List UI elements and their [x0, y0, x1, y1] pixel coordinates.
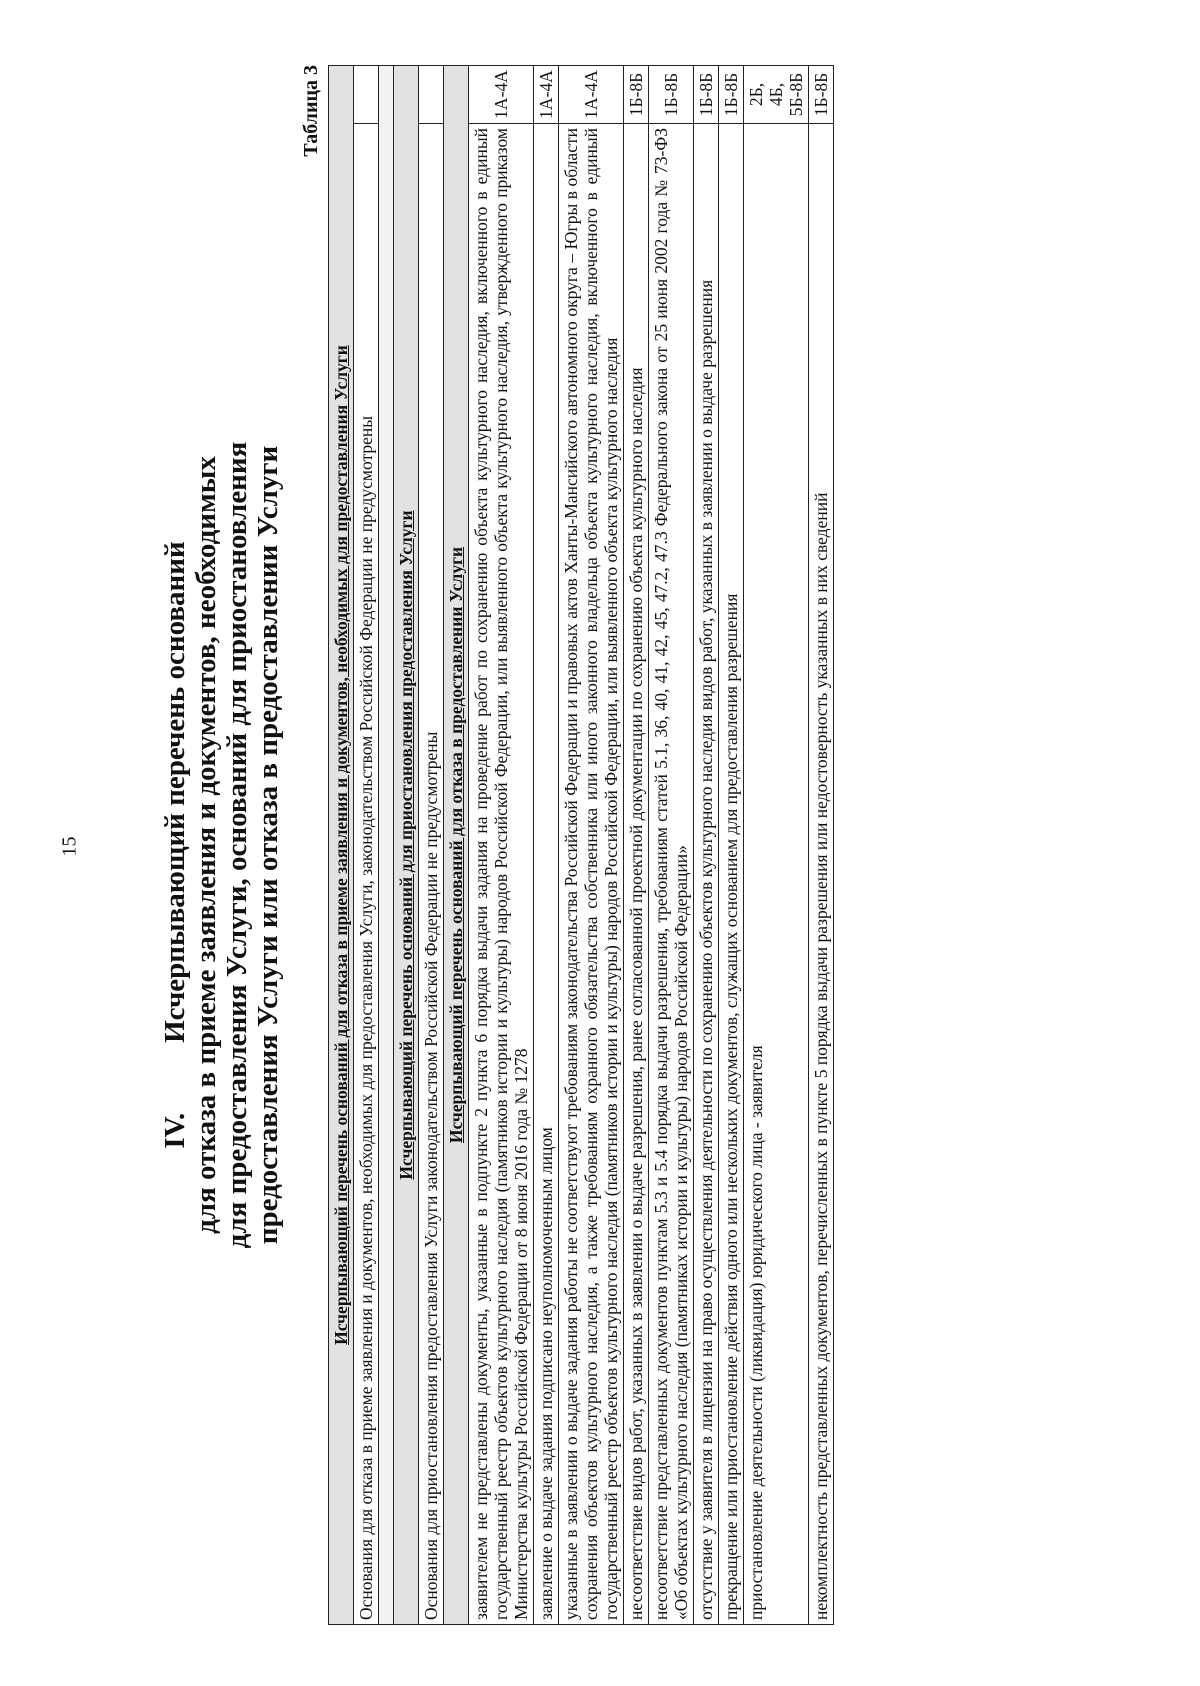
table-row: [624, 66, 649, 1625]
table-cell-text: прекращение или приостановление действия одного или нескольких документов, служащих основанием для предоставления разрешения: [719, 124, 744, 1625]
table-cell-code: 1Б-8Б: [694, 66, 719, 124]
heading-line-1: [160, 65, 191, 1625]
table-section-header: [394, 66, 419, 1625]
table-cell-code: 1А-4А: [534, 66, 559, 124]
table-cell-code: 1Б-8Б: [649, 66, 694, 124]
table-cell-code: [354, 66, 379, 124]
table-cell-text: отсутствие у заявителя в лицензии на право осуществления деятельности по сохранению объектов культурного наследия видов работ, указанных в заявлении о выдаче разрешения: [694, 124, 719, 1625]
table-cell-code: 1А-4А: [469, 66, 534, 124]
table-row: [354, 66, 379, 1625]
reasons-table: [328, 65, 834, 1625]
heading-line-3: для предоставления Услуги, оснований для приостановления: [221, 441, 253, 1249]
table-row: [649, 66, 694, 1625]
table-row: [559, 66, 624, 1625]
table-cell-text: Основания для отказа в приеме заявления и документов, необходимых для предоставления Услуги, законодательством Российской Федерации не предусмотрены: [354, 124, 379, 1625]
table-cell-text: несоответствие представленных документов пунктам 5.3 и 5.4 порядка выдачи разрешения, требованиям статей 5.1, 36, 40, 41, 42, 45, 47.2, 47.3 Федерального закона от 25 июня 2002 года № 73-ФЗ «Об объектах культурного наследия (памятниках истории и культуры) народов Российской Федерации»: [649, 124, 694, 1625]
table-cell-text: указанные в заявлении о выдаче задания работы не соответствуют требованиям законодательства Российской Федерации и правовых актов Ханты-Мансийского автономного округа – Югры в области сохранения объектов культурного наследия, а также требованиям охранного обязательства собственника или иного законного владельца объекта культурного наследия, включенного в единый государственный реестр объектов культурного наследия (памятников истории и культуры) народов Российской Федерации, или выявленного объекта культурного наследия: [559, 124, 624, 1625]
table-section-header: [444, 66, 469, 1625]
section-header-cell: Исчерпывающий перечень оснований для отказа в предоставлении Услуги: [444, 66, 469, 1625]
table-spacer-cell: [379, 66, 394, 1625]
table-row: [694, 66, 719, 1625]
table-cell-code: 2Б, 4Б, 5Б-8Б: [744, 66, 809, 124]
heading-line-1-text: Исчерпывающий перечень оснований: [159, 541, 191, 1043]
table-row: [534, 66, 559, 1625]
section-header-cell: Исчерпывающий перечень оснований для приостановления предоставления Услуги: [394, 66, 419, 1625]
table-cell-text: приостановление деятельности (ликвидация) юридического лица - заявителя: [744, 124, 809, 1625]
section-heading: [160, 65, 284, 1625]
table-cell-text: Основания для приостановления предоставления Услуги законодательством Российской Федерации не предусмотрены: [419, 124, 444, 1625]
table-row: [419, 66, 444, 1625]
table-cell-text: несоответствие видов работ, указанных в заявлении о выдаче разрешения, ранее согласованной проектной документации по сохранению объекта культурного наследия: [624, 124, 649, 1625]
table-row: [719, 66, 744, 1625]
table-cell-code: 1Б-8Б: [624, 66, 649, 124]
table-spacer-row: [379, 66, 394, 1625]
page-number: 15: [58, 836, 81, 857]
table-cell-code: 1Б-8Б: [809, 66, 834, 124]
table-section-header: [329, 66, 354, 1625]
section-header-cell: Исчерпывающий перечень оснований для отказа в приеме заявления и документов, необходимых для предоставления Услуги: [329, 66, 354, 1625]
rotated-page-content: [100, 65, 1100, 1625]
table-cell-code: [419, 66, 444, 124]
table-label: Таблица 3: [300, 65, 322, 157]
table-cell-code: 1Б-8Б: [719, 66, 744, 124]
table-row: [809, 66, 834, 1625]
table-cell-code: 1А-4А: [559, 66, 624, 124]
heading-line-4: предоставления Услуги или отказа в предоставлении Услуги: [252, 445, 284, 1245]
heading-line-2: для отказа в приеме заявления и документов, необходимых: [190, 456, 222, 1234]
heading-roman-numeral: IV.: [159, 1112, 191, 1149]
table-cell-text: некомплектность представленных документов, перечисленных в пункте 5 порядка выдачи разрешения или недостоверность указанных в них сведений: [809, 124, 834, 1625]
table-cell-text: заявление о выдаче задания подписано неуполномоченным лицом: [534, 124, 559, 1625]
table-row: [744, 66, 809, 1625]
table-cell-text: заявителем не представлены документы, указанные в подпункте 2 пункта 6 порядка выдачи задания на проведение работ по сохранению объекта культурного наследия, включенного в единый государственный реестр объектов культурного наследия (памятников истории и культуры) народов Российской Федерации, или выявленного объекта культурного наследия, утвержденного приказом Министерства культуры Российской Федерации от 8 июня 2016 года № 1278: [469, 124, 534, 1625]
table-row: [469, 66, 534, 1625]
